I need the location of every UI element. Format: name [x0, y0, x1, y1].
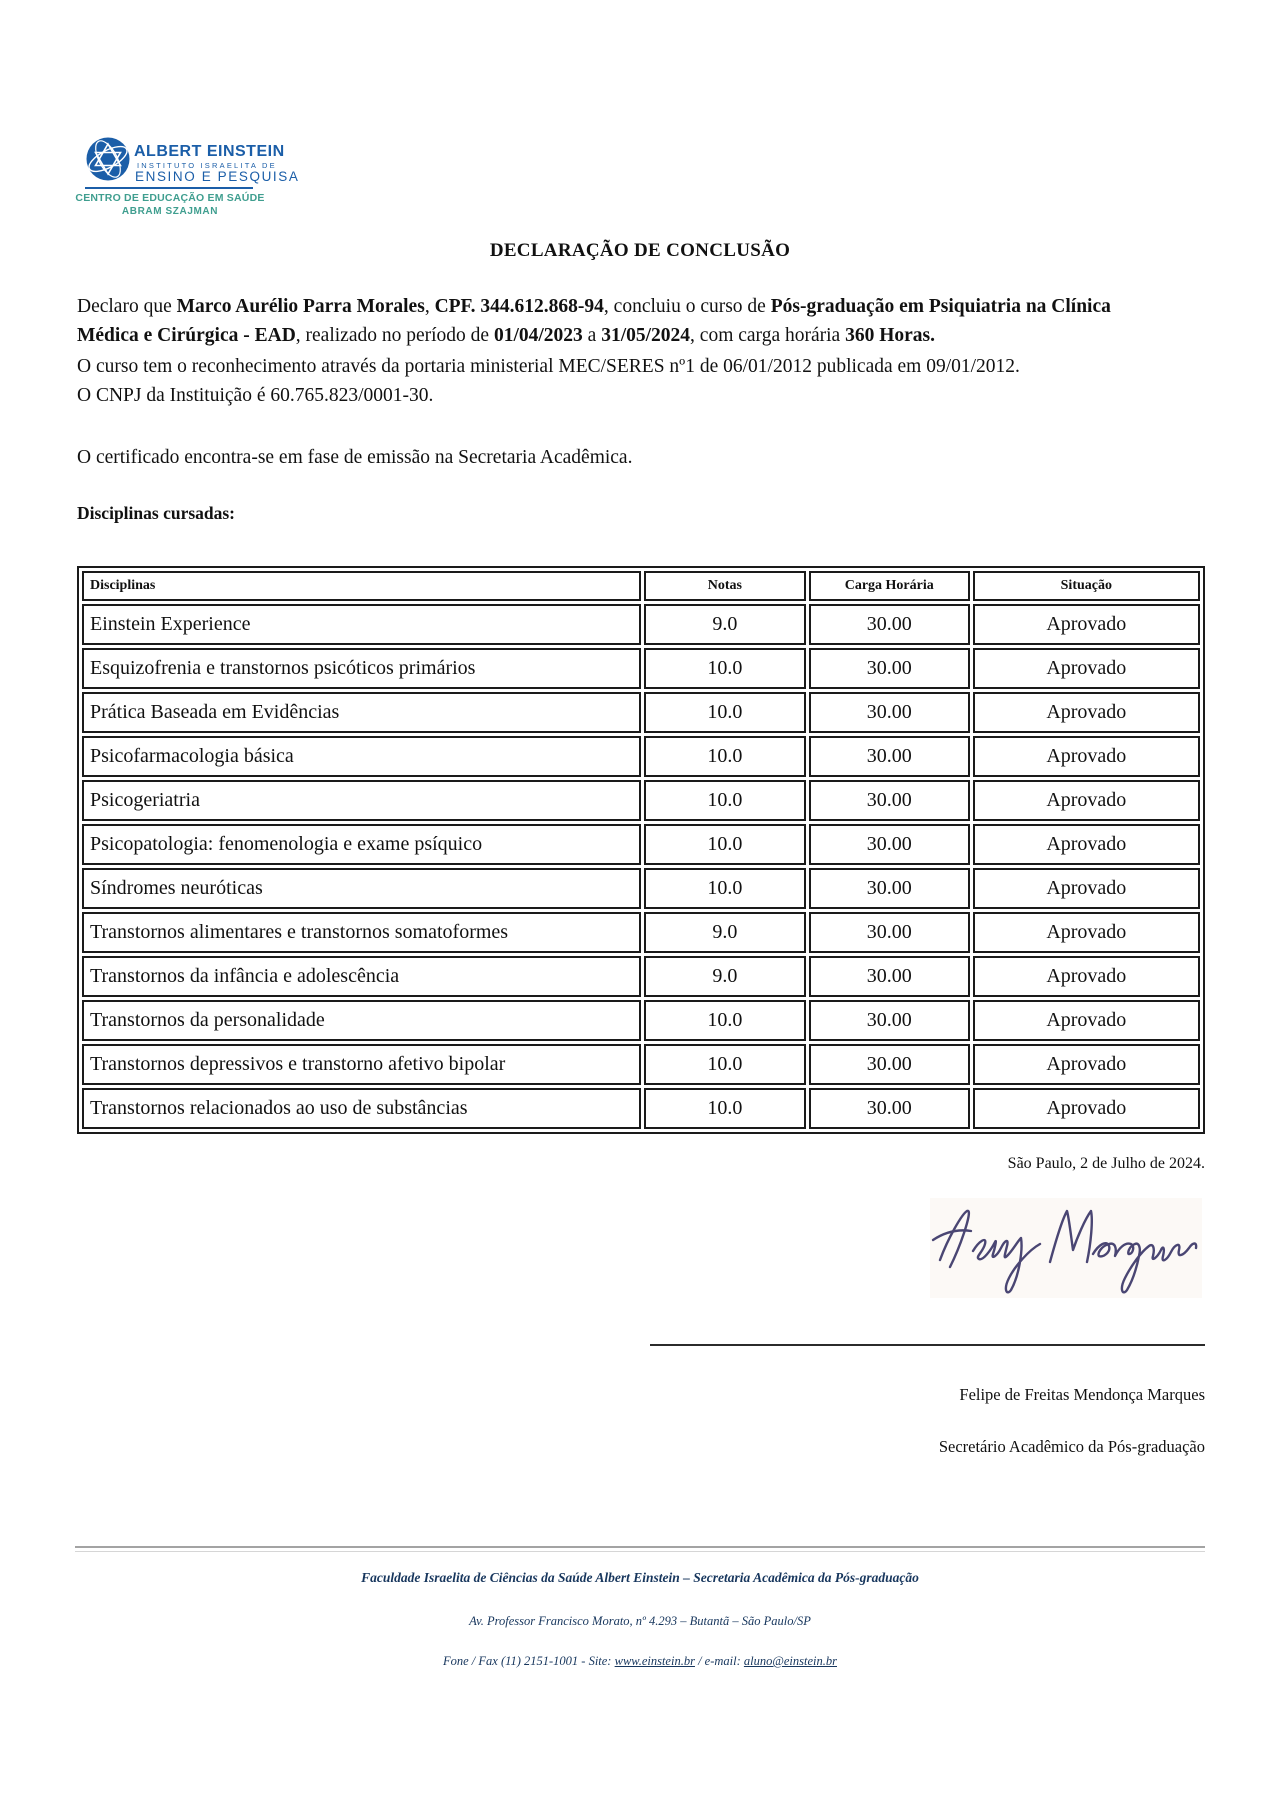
table-row	[82, 912, 1200, 953]
grade-cell: 9.0	[644, 912, 806, 953]
footer-contact-prefix: Fone / Fax (11) 2151-1001 - Site:	[443, 1654, 615, 1668]
table-row	[82, 780, 1200, 821]
hours-cell: 30.00	[809, 868, 970, 909]
text-segment: Marco Aurélio Parra Morales	[176, 296, 425, 317]
text-segment: Médica e Cirúrgica - EAD	[77, 325, 296, 346]
website-link[interactable]: www.einstein.br	[614, 1654, 695, 1668]
hours-cell: 30.00	[809, 692, 970, 733]
status-cell: Aprovado	[973, 956, 1200, 997]
declaration-line-3: O curso tem o reconhecimento através da portaria ministerial MEC/SERES nº1 de 06/01/2012 publicada em 09/01/2012.	[77, 356, 1020, 377]
hours-cell: 30.00	[809, 648, 970, 689]
hours-cell: 30.00	[809, 956, 970, 997]
signatory-name: Felipe de Freitas Mendonça Marques	[959, 1385, 1205, 1404]
text-segment: 360 Horas.	[845, 325, 935, 346]
logo-subtitle2: ENSINO E PESQUISA	[135, 169, 300, 184]
logo-subtitle: INSTITUTO ISRAELITA DE	[137, 161, 277, 170]
logo-center-line2: ABRAM SZAJMAN	[121, 206, 219, 217]
text-segment: , realizado no período de	[295, 325, 494, 346]
table-row	[82, 648, 1200, 689]
discipline-cell: Transtornos da personalidade	[82, 1000, 641, 1041]
header-notas: Notas	[644, 571, 806, 601]
hours-cell: 30.00	[809, 604, 970, 645]
discipline-cell: Transtornos relacionados ao uso de substâncias	[82, 1088, 641, 1129]
discipline-cell: Transtornos da infância e adolescência	[82, 956, 641, 997]
discipline-cell: Transtornos alimentares e transtornos somatoformes	[82, 912, 641, 953]
grade-cell: 9.0	[644, 956, 806, 997]
grade-cell: 10.0	[644, 1000, 806, 1041]
logo-center-line1: CENTRO DE EDUCAÇÃO EM SAÚDE	[75, 192, 265, 204]
table-row	[82, 824, 1200, 865]
discipline-cell: Prática Baseada em Evidências	[82, 692, 641, 733]
grade-cell: 10.0	[644, 736, 806, 777]
table-row	[82, 868, 1200, 909]
discipline-cell: Psicofarmacologia básica	[82, 736, 641, 777]
hours-cell: 30.00	[809, 912, 970, 953]
grade-cell: 10.0	[644, 648, 806, 689]
footer-divider	[75, 1546, 1205, 1552]
hours-cell: 30.00	[809, 1000, 970, 1041]
status-cell: Aprovado	[973, 736, 1200, 777]
disciplines-table	[77, 566, 1205, 1134]
status-cell: Aprovado	[973, 692, 1200, 733]
declaration-line-1	[77, 296, 1111, 318]
disciplines-section-label: Disciplinas cursadas:	[77, 503, 236, 523]
status-cell: Aprovado	[973, 1044, 1200, 1085]
status-cell: Aprovado	[973, 1000, 1200, 1041]
footer-address: Av. Professor Francisco Morato, nº 4.293 – Butantã – São Paulo/SP	[469, 1614, 811, 1628]
grade-cell: 10.0	[644, 1088, 806, 1129]
text-segment: CPF. 344.612.868-94	[434, 296, 604, 317]
text-segment: , concluiu o curso de	[603, 296, 771, 317]
signatory-role: Secretário Acadêmico da Pós-graduação	[938, 1437, 1205, 1456]
table-row	[82, 956, 1200, 997]
grade-cell: 10.0	[644, 824, 806, 865]
certificate-note: O certificado encontra-se em fase de emissão na Secretaria Acadêmica.	[77, 447, 633, 468]
disciplines-tbody	[82, 604, 1200, 1129]
hours-cell: 30.00	[809, 736, 970, 777]
status-cell: Aprovado	[973, 1088, 1200, 1129]
status-cell: Aprovado	[973, 648, 1200, 689]
page-title: DECLARAÇÃO DE CONCLUSÃO	[489, 240, 791, 261]
discipline-cell: Síndromes neuróticas	[82, 868, 641, 909]
hours-cell: 30.00	[809, 1088, 970, 1129]
table-header-row	[82, 571, 1200, 601]
discipline-cell: Transtornos depressivos e transtorno afetivo bipolar	[82, 1044, 641, 1085]
text-segment: Declaro que	[77, 296, 177, 317]
logo-divider	[85, 187, 253, 189]
text-segment: , com carga horária	[690, 325, 846, 346]
hours-cell: 30.00	[809, 824, 970, 865]
einstein-globe-logo-icon	[85, 133, 131, 185]
status-cell: Aprovado	[973, 780, 1200, 821]
footer-contact-mid: / e-mail:	[694, 1654, 744, 1668]
table-row	[82, 736, 1200, 777]
status-cell: Aprovado	[973, 604, 1200, 645]
discipline-cell: Psicogeriatria	[82, 780, 641, 821]
grade-cell: 10.0	[644, 868, 806, 909]
hours-cell: 30.00	[809, 1044, 970, 1085]
grade-cell: 9.0	[644, 604, 806, 645]
status-cell: Aprovado	[973, 912, 1200, 953]
table-row	[82, 1088, 1200, 1129]
table-row	[82, 1000, 1200, 1041]
table-row	[82, 604, 1200, 645]
discipline-cell: Einstein Experience	[82, 604, 641, 645]
header-disciplinas: Disciplinas	[82, 571, 641, 601]
grade-cell: 10.0	[644, 1044, 806, 1085]
grade-cell: 10.0	[644, 692, 806, 733]
text-segment: Pós-graduação em Psiquiatria na Clínica	[770, 296, 1111, 317]
header-carga-horaria: Carga Horária	[809, 571, 970, 601]
date-line: São Paulo, 2 de Julho de 2024.	[1007, 1155, 1205, 1172]
hours-cell: 30.00	[809, 780, 970, 821]
text-segment: 01/04/2023	[493, 325, 583, 346]
table-row	[82, 692, 1200, 733]
text-segment: ,	[424, 296, 435, 317]
logo-title: ALBERT EINSTEIN	[134, 143, 285, 160]
declaration-line-2	[77, 325, 935, 347]
grade-cell: 10.0	[644, 780, 806, 821]
discipline-cell: Esquizofrenia e transtornos psicóticos primários	[82, 648, 641, 689]
header-situacao: Situação	[973, 571, 1200, 601]
text-segment: a	[582, 325, 602, 346]
status-cell: Aprovado	[973, 868, 1200, 909]
text-segment: 31/05/2024	[601, 325, 691, 346]
handwritten-signature	[930, 1198, 1202, 1298]
status-cell: Aprovado	[973, 824, 1200, 865]
signature-line	[650, 1344, 1205, 1346]
email-link[interactable]: aluno@einstein.br	[743, 1654, 837, 1668]
footer-contact	[0, 1654, 1280, 1669]
declaration-line-4: O CNPJ da Instituição é 60.765.823/0001-30.	[77, 385, 434, 406]
discipline-cell: Psicopatologia: fenomenologia e exame psíquico	[82, 824, 641, 865]
footer-institution: Faculdade Israelita de Ciências da Saúde Albert Einstein – Secretaria Acadêmica da Pós-graduação	[361, 1570, 919, 1585]
table-row	[82, 1044, 1200, 1085]
